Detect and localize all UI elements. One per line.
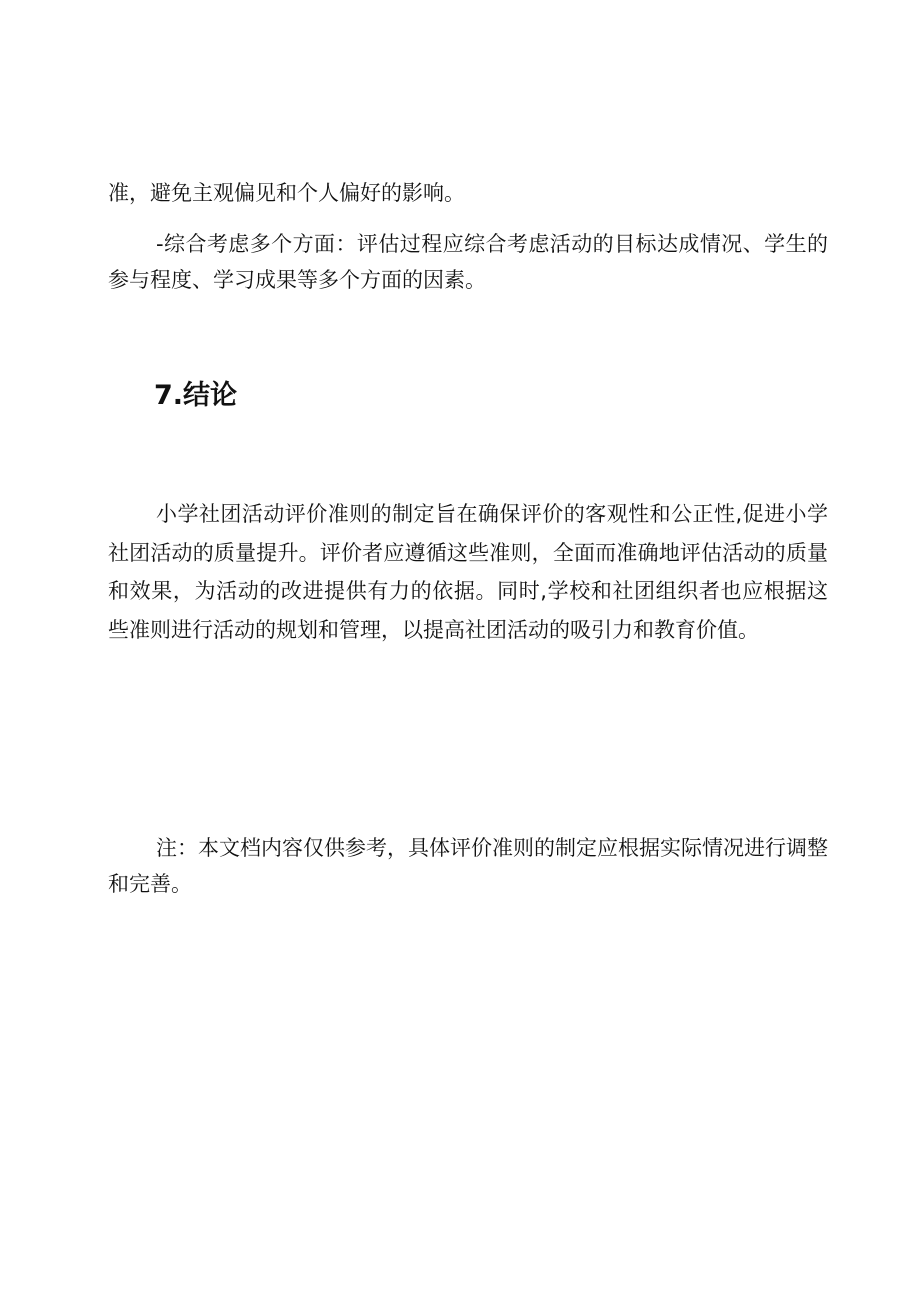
- bullet-comprehensive-consideration: -综合考虑多个方面：评估过程应综合考虑活动的目标达成情况、学生的参与程度、学习成果等多个方面的因素。: [108, 232, 828, 292]
- paragraph-continuation: 准，避免主观偏见和个人偏好的影响。: [108, 181, 465, 205]
- conclusion-paragraph: 小学社团活动评价准则的制定旨在确保评价的客观性和公正性,促进小学社团活动的质量提升。评价者应遵循这些准则，全面而准确地评估活动的质量和效果，为活动的改进提供有力的依据。同时,学校和社团组织者也应根据这些准则进行活动的规划和管理，以提高社团活动的吸引力和教育价值。: [108, 502, 828, 642]
- section-heading-conclusion: 7.结论: [154, 380, 238, 411]
- note-paragraph: 注：本文档内容仅供参考，具体评价准则的制定应根据实际情况进行调整和完善。: [108, 836, 828, 896]
